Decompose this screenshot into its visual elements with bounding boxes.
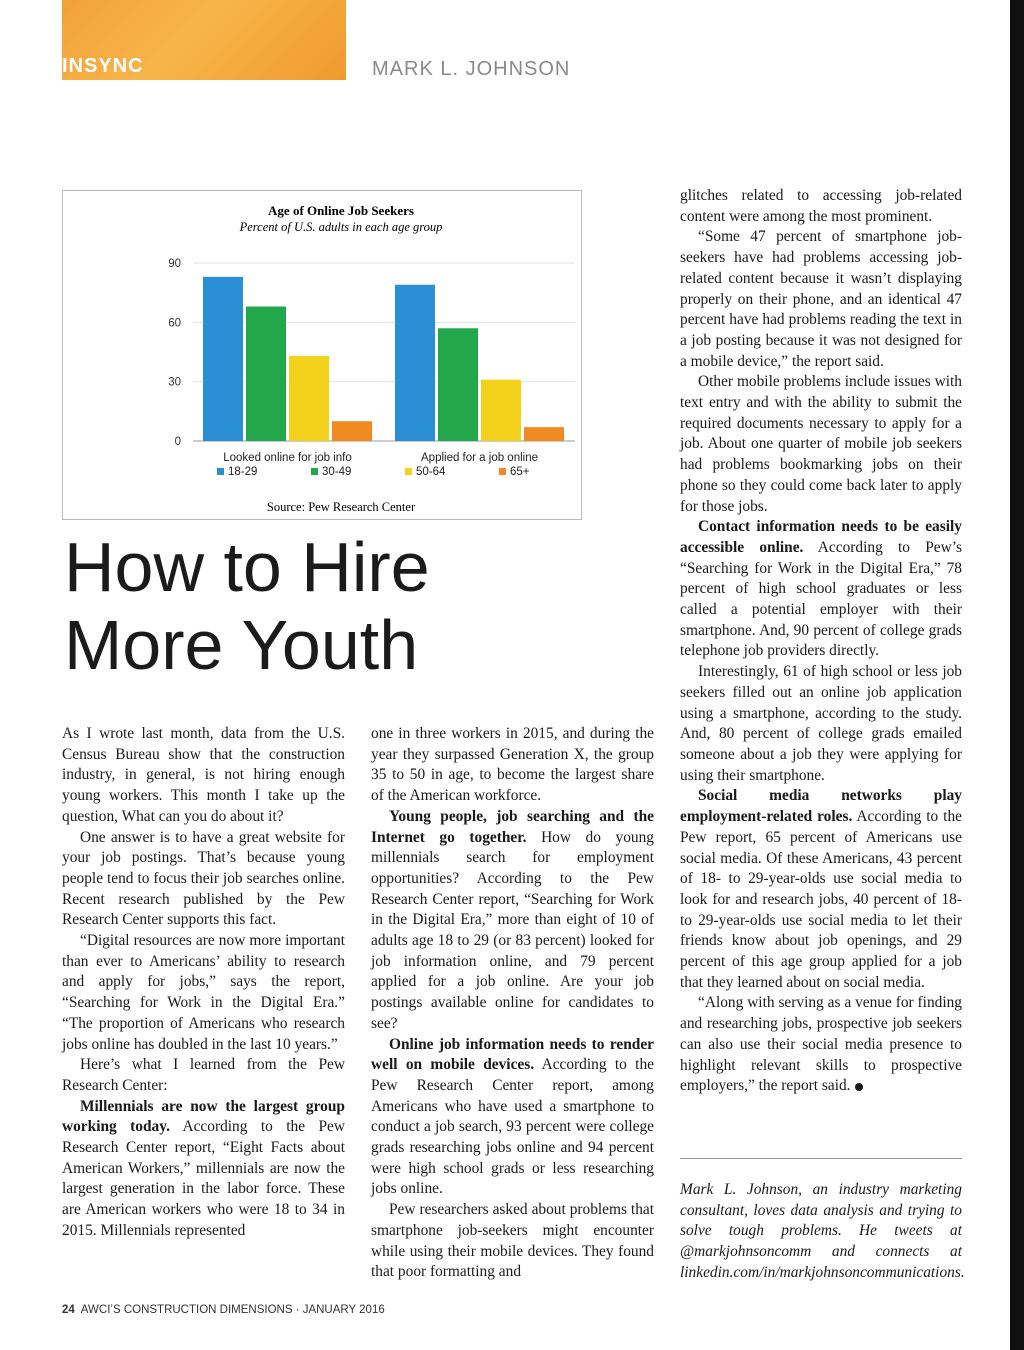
bar	[481, 380, 521, 441]
paragraph-text: According to the Pew report, 65 percent of Americans use social media. Of these Americans, 43 percent of 18- to 29-year-olds use social media to look for and research jobs, 40 percent of 18- to 29-year-olds use social media to let their friends know about job openings, and 29 percent of this age group applied for a job that they learned about on social media.	[680, 808, 962, 991]
bar	[438, 328, 478, 441]
category-label: Applied for a job online	[421, 452, 538, 464]
y-axis-ticks	[168, 258, 181, 448]
legend-swatch	[405, 468, 412, 475]
paragraph	[680, 786, 962, 993]
paragraph: one in three workers in 2015, and during the year they surpassed Generation X, the group 35 to 50 in age, to become the largest share of the American workforce.	[371, 725, 654, 805]
chart-figure	[62, 190, 582, 520]
paragraph: Pew researchers asked about problems that smartphone job-seekers might encounter while using their mobile devices. They found that poor formatting and	[371, 1201, 654, 1281]
paragraph-text: According to the Pew Research Center report, among Americans who have used a smartphone to conduct a job search, 93 percent were college grads researching jobs online and 94 percent were high school grads or less researching jobs online.	[371, 1056, 654, 1198]
chart-source: Source: Pew Research Center	[266, 500, 416, 514]
paragraph-text: According to Pew’s “Searching for Work in the Digital Era,” 78 percent of high school graduates or less called a potential employer with their smartphone. And, 90 percent of college grads telephone job providers directly.	[680, 538, 962, 660]
y-tick-label: 90	[168, 258, 181, 270]
paragraph: “Some 47 percent of smartphone job-seekers have had problems accessing job-related content because it wasn’t displaying properly on their phone, and an identical 47 percent have had problems reading the text in a job posting because it was not designed for a mobile device,” the report said.	[680, 228, 962, 370]
bar	[289, 356, 329, 441]
article-column-1	[62, 724, 345, 1242]
chart-title: Age of Online Job Seekers	[268, 203, 414, 218]
bars	[203, 277, 564, 441]
end-mark-icon	[855, 1083, 863, 1091]
y-tick-label: 30	[168, 376, 181, 389]
paragraph	[62, 1097, 345, 1242]
bar	[395, 285, 435, 441]
bar-chart	[63, 191, 581, 519]
paragraph-text: “Along with serving as a venue for finding and researching jobs, prospective job seekers can also use their social media presence to highlight relevant skills to prospective employers,” the report said.	[680, 994, 962, 1095]
subhead: Online job information needs to render well on mobile devices.	[371, 1035, 654, 1074]
bar	[332, 421, 372, 441]
paragraph: Here’s what I learned from the Pew Research Center:	[62, 1056, 345, 1094]
legend-label: 30-49	[322, 466, 352, 478]
subhead: Millennials are now the largest group working today.	[62, 1097, 345, 1136]
paragraph	[680, 993, 962, 1097]
paragraph	[680, 517, 962, 662]
legend-swatch	[217, 468, 224, 475]
page-edge-bar	[1010, 0, 1024, 1350]
y-tick-label: 60	[168, 317, 181, 330]
category-label: Looked online for job info	[223, 452, 352, 464]
section-tab	[62, 0, 346, 80]
paragraph	[371, 1035, 654, 1201]
legend-label: 65+	[510, 466, 530, 478]
legend-label: 18-29	[228, 466, 258, 478]
paragraph-text: According to the Pew Research Center report, “Eight Facts about American Workers,” millennials are now the largest generation in the labor force. These are American workers who were 18 to 34 in 2015. Millennials represented	[62, 1118, 345, 1239]
paragraph: One answer is to have a great website for your job postings. That’s because young people tend to focus their job searches online. Recent research published by the Pew Research Center supports this fact.	[62, 828, 345, 929]
bar	[524, 427, 564, 441]
publication-line: AWCI’S CONSTRUCTION DIMENSIONS · JANUARY 2016	[80, 1304, 385, 1316]
author-bio: Mark L. Johnson, an industry marketing consultant, loves data analysis and trying to solve tough problems. He tweets at @markjohnsoncomm and connects at linkedin.com/in/markjohnsoncommunications.	[680, 1181, 965, 1281]
legend-swatch	[311, 468, 318, 475]
paragraph: As I wrote last month, data from the U.S. Census Bureau show that the construction industry, in general, is not hiring enough young workers. This month I take up the question, What can you do about it?	[62, 725, 345, 825]
bar	[203, 277, 243, 441]
page-number: 24	[62, 1304, 75, 1316]
article-headline	[64, 528, 584, 684]
article-column-3	[680, 186, 962, 1097]
page-footer	[62, 1304, 385, 1316]
bar	[246, 307, 286, 441]
article-column-2	[371, 724, 654, 1283]
legend-label: 50-64	[416, 466, 446, 478]
paragraph: “Digital resources are now more important than ever to Americans’ ability to research and apply for jobs,” says the report, “Searching for Work in the Digital Era.” “The proportion of Americans who research jobs online has doubled in the last 10 years.”	[62, 932, 345, 1053]
subhead: Contact information needs to be easily accessible online.	[680, 518, 962, 556]
paragraph	[371, 807, 654, 1035]
subhead: Social media networks play employment-related roles.	[680, 787, 962, 826]
paragraph: Interestingly, 61 of high school or less job seekers filled out an online job application using a smartphone, according to the study. And, 80 percent of college grads emailed someone about a job they were applying for using their smartphone.	[680, 663, 962, 784]
subhead: Young people, job searching and the Internet go together.	[371, 807, 654, 846]
legend-swatch	[499, 468, 506, 475]
section-tag: INSYNC	[62, 55, 144, 77]
bio-divider	[680, 1158, 962, 1159]
legend	[217, 466, 530, 478]
paragraph-text: How do young millennials search for employment opportunities? According to the Pew Research Center report, “Searching for Work in the Digital Era,” more than eight of 10 of adults age 18 to 29 (or 83 percent) looked for job information online, and 79 percent applied for a job online. Are your job postings available online for candidates to see?	[371, 828, 654, 1032]
author-header: MARK L. JOHNSON	[372, 58, 571, 80]
headline-line-2: More Youth	[64, 606, 419, 684]
paragraph: Other mobile problems include issues with text entry and with the ability to submit the required documents necessary to apply for a job. About one quarter of mobile job seekers had problems bookmarking jobs on their phone so they could come back later to apply for those jobs.	[680, 373, 962, 515]
y-tick-label: 0	[174, 436, 181, 448]
chart-subtitle: Percent of U.S. adults in each age group	[239, 220, 443, 234]
paragraph: glitches related to accessing job-related content were among the most prominent.	[680, 187, 962, 225]
category-labels	[223, 452, 538, 464]
headline-line-1: How to Hire	[64, 528, 430, 606]
